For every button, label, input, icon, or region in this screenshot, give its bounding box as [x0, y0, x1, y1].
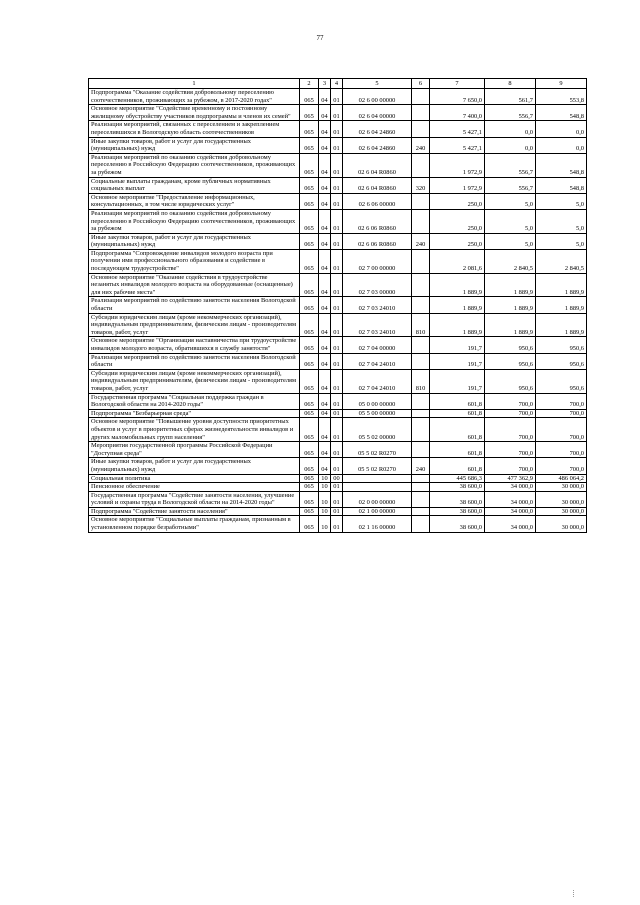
table-row: [89, 313, 587, 337]
expense-type-code: [412, 193, 430, 209]
amount-year-3: 700,0: [536, 442, 587, 458]
table-row: [89, 209, 587, 233]
table-row: [89, 458, 587, 474]
row-name: Реализация мероприятий по оказанию содействия добровольному переселению в Российскую Федерацию соотечественников, проживающих за рубежом: [89, 153, 300, 177]
ministry-code: 065: [300, 297, 319, 313]
ministry-code: 065: [300, 474, 319, 483]
table-row: [89, 491, 587, 507]
row-name: Иные закупки товаров, работ и услуг для государственных (муниципальных) нужд: [89, 458, 300, 474]
expense-type-code: [412, 105, 430, 121]
amount-year-1: 1 889,9: [430, 297, 485, 313]
amount-year-3: 5,0: [536, 233, 587, 249]
amount-year-1: 601,8: [430, 393, 485, 409]
amount-year-1: 1 889,9: [430, 273, 485, 297]
section-code: 10: [319, 474, 331, 483]
target-article-code: 05 5 00 00000: [343, 409, 412, 418]
ministry-code: 065: [300, 193, 319, 209]
amount-year-3: 553,8: [536, 89, 587, 105]
section-code: 10: [319, 491, 331, 507]
amount-year-2: 5,0: [485, 233, 536, 249]
row-name: Подпрограмма "Содействие занятости населения": [89, 507, 300, 516]
amount-year-3: 5,0: [536, 209, 587, 233]
expense-type-code: 240: [412, 233, 430, 249]
ministry-code: 065: [300, 353, 319, 369]
amount-year-3: 0,0: [536, 121, 587, 137]
amount-year-1: 5 427,1: [430, 121, 485, 137]
section-code: 04: [319, 297, 331, 313]
subsection-code: 01: [331, 313, 343, 337]
expense-type-code: 320: [412, 177, 430, 193]
subsection-code: 01: [331, 409, 343, 418]
amount-year-1: 5 427,1: [430, 137, 485, 153]
ministry-code: 065: [300, 89, 319, 105]
section-code: 04: [319, 418, 331, 442]
amount-year-1: 191,7: [430, 369, 485, 393]
amount-year-3: 1 889,9: [536, 297, 587, 313]
ministry-code: 065: [300, 233, 319, 249]
subsection-code: 01: [331, 233, 343, 249]
amount-year-2: 556,7: [485, 105, 536, 121]
amount-year-1: 601,8: [430, 418, 485, 442]
row-name: Подпрограмма "Безбарьерная среда": [89, 409, 300, 418]
amount-year-2: 34 000,0: [485, 507, 536, 516]
table-row: [89, 177, 587, 193]
scroll-marker: [573, 890, 575, 897]
subsection-code: 01: [331, 507, 343, 516]
header-col-expense-type: 6: [412, 79, 430, 89]
amount-year-3: 950,6: [536, 337, 587, 353]
subsection-code: 01: [331, 393, 343, 409]
table-row: [89, 474, 587, 483]
subsection-code: 01: [331, 442, 343, 458]
amount-year-2: 556,7: [485, 153, 536, 177]
expense-type-code: 240: [412, 137, 430, 153]
target-article-code: 02 6 06 00000: [343, 193, 412, 209]
amount-year-3: 486 064,2: [536, 474, 587, 483]
row-name: Основное мероприятие "Оказание содействия в трудоустройстве незанятых инвалидов молодого возраста на оборудованные (оснащенные) для них рабочие места": [89, 273, 300, 297]
ministry-code: 065: [300, 137, 319, 153]
amount-year-2: 34 000,0: [485, 516, 536, 532]
amount-year-2: 0,0: [485, 137, 536, 153]
row-name: Основное мероприятие "Организация наставничества при трудоустройстве инвалидов молодого возраста, обратившихся в службу занятости": [89, 337, 300, 353]
table-row: [89, 193, 587, 209]
amount-year-1: 601,8: [430, 458, 485, 474]
subsection-code: 01: [331, 273, 343, 297]
target-article-code: [343, 483, 412, 492]
table-row: [89, 121, 587, 137]
table-body: [89, 89, 587, 533]
amount-year-1: 1 889,9: [430, 313, 485, 337]
target-article-code: [343, 474, 412, 483]
header-col-year-3: 9: [536, 79, 587, 89]
ministry-code: 065: [300, 507, 319, 516]
section-code: 04: [319, 393, 331, 409]
ministry-code: 065: [300, 516, 319, 532]
expense-type-code: [412, 474, 430, 483]
target-article-code: 02 7 03 00000: [343, 273, 412, 297]
amount-year-3: 548,8: [536, 177, 587, 193]
ministry-code: 065: [300, 121, 319, 137]
amount-year-3: 30 000,0: [536, 483, 587, 492]
ministry-code: 065: [300, 209, 319, 233]
row-name: Государственная программа "Содействие занятости населения, улучшение условий и охраны труда в Вологодской области на 2014-2020 годы": [89, 491, 300, 507]
subsection-code: 01: [331, 249, 343, 273]
target-article-code: 02 6 06 R0860: [343, 233, 412, 249]
table-row: [89, 418, 587, 442]
target-article-code: 02 1 16 00000: [343, 516, 412, 532]
table-row: [89, 369, 587, 393]
amount-year-1: 38 600,0: [430, 491, 485, 507]
row-name: Мероприятия государственной программы Российской Федерации "Доступная среда": [89, 442, 300, 458]
expense-type-code: 810: [412, 369, 430, 393]
amount-year-2: 477 362,9: [485, 474, 536, 483]
section-code: 04: [319, 313, 331, 337]
expense-type-code: [412, 121, 430, 137]
header-col-year-2: 8: [485, 79, 536, 89]
amount-year-3: 0,0: [536, 137, 587, 153]
expense-type-code: [412, 273, 430, 297]
expense-type-code: 240: [412, 458, 430, 474]
table-row: [89, 516, 587, 532]
target-article-code: 05 5 02 R0270: [343, 458, 412, 474]
expense-type-code: [412, 209, 430, 233]
amount-year-3: 1 889,9: [536, 273, 587, 297]
subsection-code: 01: [331, 121, 343, 137]
amount-year-2: 950,6: [485, 353, 536, 369]
target-article-code: 02 6 00 00000: [343, 89, 412, 105]
ministry-code: 065: [300, 177, 319, 193]
subsection-code: 01: [331, 491, 343, 507]
expense-type-code: [412, 153, 430, 177]
amount-year-2: 700,0: [485, 418, 536, 442]
amount-year-2: 950,6: [485, 337, 536, 353]
expense-type-code: 810: [412, 313, 430, 337]
amount-year-3: 950,6: [536, 353, 587, 369]
budget-table: [88, 78, 587, 533]
amount-year-1: 1 972,9: [430, 153, 485, 177]
amount-year-2: 1 889,9: [485, 273, 536, 297]
section-code: 10: [319, 507, 331, 516]
amount-year-2: 556,7: [485, 177, 536, 193]
row-name: Иные закупки товаров, работ и услуг для государственных (муниципальных) нужд: [89, 233, 300, 249]
target-article-code: 02 7 04 24010: [343, 353, 412, 369]
subsection-code: 01: [331, 137, 343, 153]
table-row: [89, 89, 587, 105]
section-code: 04: [319, 369, 331, 393]
target-article-code: 02 6 04 R0860: [343, 153, 412, 177]
subsection-code: 01: [331, 105, 343, 121]
subsection-code: 01: [331, 418, 343, 442]
section-code: 04: [319, 137, 331, 153]
section-code: 10: [319, 483, 331, 492]
expense-type-code: [412, 409, 430, 418]
ministry-code: 065: [300, 337, 319, 353]
header-col-subsection: 4: [331, 79, 343, 89]
amount-year-3: 1 889,9: [536, 313, 587, 337]
subsection-code: 01: [331, 297, 343, 313]
section-code: 04: [319, 89, 331, 105]
amount-year-2: 1 889,9: [485, 297, 536, 313]
amount-year-1: 38 600,0: [430, 483, 485, 492]
section-code: 04: [319, 458, 331, 474]
table-row: [89, 409, 587, 418]
subsection-code: 01: [331, 458, 343, 474]
amount-year-2: 1 889,9: [485, 313, 536, 337]
amount-year-1: 38 600,0: [430, 516, 485, 532]
table-row: [89, 153, 587, 177]
amount-year-1: 1 972,9: [430, 177, 485, 193]
header-col-ministry: 2: [300, 79, 319, 89]
table-row: [89, 353, 587, 369]
row-name: Социальная политика: [89, 474, 300, 483]
section-code: 04: [319, 249, 331, 273]
amount-year-1: 250,0: [430, 193, 485, 209]
row-name: Реализация мероприятий, связанных с переселением и закреплением переселившихся в Вологодскую область соотечественников: [89, 121, 300, 137]
section-code: 04: [319, 105, 331, 121]
expense-type-code: [412, 393, 430, 409]
section-code: 04: [319, 153, 331, 177]
subsection-code: 01: [331, 353, 343, 369]
amount-year-3: 30 000,0: [536, 516, 587, 532]
target-article-code: 02 7 03 24010: [343, 313, 412, 337]
expense-type-code: [412, 249, 430, 273]
row-name: Реализация мероприятий по содействию занятости населения Вологодской области: [89, 353, 300, 369]
amount-year-1: 250,0: [430, 233, 485, 249]
ministry-code: 065: [300, 483, 319, 492]
amount-year-2: 2 840,5: [485, 249, 536, 273]
row-name: Подпрограмма "Оказание содействия добровольному переселению соотечественников, проживающих за рубежом, в 2017-2020 годах": [89, 89, 300, 105]
table-row: [89, 337, 587, 353]
section-code: 04: [319, 209, 331, 233]
target-article-code: 02 7 04 00000: [343, 337, 412, 353]
ministry-code: 065: [300, 153, 319, 177]
subsection-code: 01: [331, 337, 343, 353]
section-code: 04: [319, 442, 331, 458]
row-name: Подпрограмма "Сопровождение инвалидов молодого возраста при получении ими профессионального образования и содействие в последующем трудоустройстве": [89, 249, 300, 273]
section-code: 04: [319, 409, 331, 418]
target-article-code: 02 1 00 00000: [343, 507, 412, 516]
amount-year-2: 561,7: [485, 89, 536, 105]
section-code: 04: [319, 121, 331, 137]
amount-year-3: 2 840,5: [536, 249, 587, 273]
expense-type-code: [412, 297, 430, 313]
row-name: Пенсионное обеспечение: [89, 483, 300, 492]
amount-year-1: 38 600,0: [430, 507, 485, 516]
row-name: Реализация мероприятий по содействию занятости населения Вологодской области: [89, 297, 300, 313]
subsection-code: 01: [331, 153, 343, 177]
table-row: [89, 483, 587, 492]
target-article-code: 02 0 00 00000: [343, 491, 412, 507]
header-col-section: 3: [319, 79, 331, 89]
ministry-code: 065: [300, 442, 319, 458]
amount-year-3: 548,8: [536, 105, 587, 121]
target-article-code: 05 5 02 00000: [343, 418, 412, 442]
table-row: [89, 105, 587, 121]
row-name: Социальные выплаты гражданам, кроме публичных нормативных социальных выплат: [89, 177, 300, 193]
table-row: [89, 442, 587, 458]
ministry-code: 065: [300, 409, 319, 418]
row-name: Основное мероприятие "Социальные выплаты гражданам, признанным в установленном порядке безработными": [89, 516, 300, 532]
row-name: Субсидии юридическим лицам (кроме некоммерческих организаций), индивидуальным предпринимателям, физическим лицам - производителям товаров, работ, услуг: [89, 313, 300, 337]
page-number: 77: [316, 34, 324, 42]
subsection-code: 00: [331, 474, 343, 483]
row-name: Субсидии юридическим лицам (кроме некоммерческих организаций), индивидуальным предпринимателям, физическим лицам - производителям товаров, работ, услуг: [89, 369, 300, 393]
amount-year-3: 30 000,0: [536, 491, 587, 507]
subsection-code: 01: [331, 369, 343, 393]
table-row: [89, 507, 587, 516]
amount-year-1: 7 650,0: [430, 89, 485, 105]
table-row: [89, 233, 587, 249]
expense-type-code: [412, 353, 430, 369]
amount-year-1: 250,0: [430, 209, 485, 233]
amount-year-3: 700,0: [536, 393, 587, 409]
expense-type-code: [412, 491, 430, 507]
amount-year-2: 5,0: [485, 193, 536, 209]
target-article-code: 05 0 00 00000: [343, 393, 412, 409]
amount-year-2: 700,0: [485, 458, 536, 474]
amount-year-3: 700,0: [536, 418, 587, 442]
target-article-code: 02 6 04 R0860: [343, 177, 412, 193]
table-row: [89, 137, 587, 153]
ministry-code: 065: [300, 249, 319, 273]
amount-year-3: 548,8: [536, 153, 587, 177]
section-code: 04: [319, 273, 331, 297]
table-row: [89, 393, 587, 409]
header-col-target-article: 5: [343, 79, 412, 89]
ministry-code: 065: [300, 313, 319, 337]
target-article-code: 05 5 02 R0270: [343, 442, 412, 458]
amount-year-1: 445 686,3: [430, 474, 485, 483]
target-article-code: 02 6 06 R0860: [343, 209, 412, 233]
amount-year-3: 950,6: [536, 369, 587, 393]
subsection-code: 01: [331, 89, 343, 105]
amount-year-1: 191,7: [430, 337, 485, 353]
amount-year-2: 5,0: [485, 209, 536, 233]
target-article-code: 02 7 03 24010: [343, 297, 412, 313]
expense-type-code: [412, 442, 430, 458]
subsection-code: 01: [331, 193, 343, 209]
amount-year-1: 191,7: [430, 353, 485, 369]
row-name: Основное мероприятие "Предоставление информационных, консультационных, в том числе юридических услуг": [89, 193, 300, 209]
expense-type-code: [412, 89, 430, 105]
amount-year-2: 700,0: [485, 409, 536, 418]
amount-year-2: 34 000,0: [485, 491, 536, 507]
section-code: 10: [319, 516, 331, 532]
amount-year-2: 0,0: [485, 121, 536, 137]
amount-year-3: 30 000,0: [536, 507, 587, 516]
ministry-code: 065: [300, 105, 319, 121]
amount-year-2: 700,0: [485, 442, 536, 458]
table-header-row: [89, 79, 587, 89]
section-code: 04: [319, 233, 331, 249]
amount-year-3: 700,0: [536, 409, 587, 418]
subsection-code: 01: [331, 209, 343, 233]
target-article-code: 02 6 04 24860: [343, 137, 412, 153]
section-code: 04: [319, 353, 331, 369]
row-name: Государственная программа "Социальная поддержка граждан в Вологодской области на 2014-2020 годы": [89, 393, 300, 409]
target-article-code: 02 6 04 00000: [343, 105, 412, 121]
amount-year-3: 700,0: [536, 458, 587, 474]
amount-year-3: 5,0: [536, 193, 587, 209]
amount-year-1: 601,8: [430, 442, 485, 458]
ministry-code: 065: [300, 369, 319, 393]
row-name: Реализация мероприятий по оказанию содействия добровольному переселению в Российскую Федерацию соотечественников, проживающих за рубежом: [89, 209, 300, 233]
row-name: Основное мероприятие "Повышение уровня доступности приоритетных объектов и услуг в приоритетных сферах жизнедеятельности инвалидов и других маломобильных групп населения": [89, 418, 300, 442]
expense-type-code: [412, 337, 430, 353]
amount-year-1: 2 081,6: [430, 249, 485, 273]
subsection-code: 01: [331, 177, 343, 193]
ministry-code: 065: [300, 491, 319, 507]
expense-type-code: [412, 418, 430, 442]
ministry-code: 065: [300, 393, 319, 409]
amount-year-2: 34 000,0: [485, 483, 536, 492]
ministry-code: 065: [300, 273, 319, 297]
expense-type-code: [412, 483, 430, 492]
section-code: 04: [319, 177, 331, 193]
header-col-name: 1: [89, 79, 300, 89]
section-code: 04: [319, 193, 331, 209]
table-row: [89, 273, 587, 297]
target-article-code: 02 6 04 24860: [343, 121, 412, 137]
header-col-year-1: 7: [430, 79, 485, 89]
amount-year-1: 601,8: [430, 409, 485, 418]
table-row: [89, 249, 587, 273]
target-article-code: 02 7 00 00000: [343, 249, 412, 273]
amount-year-2: 700,0: [485, 393, 536, 409]
subsection-code: 01: [331, 483, 343, 492]
row-name: Основное мероприятие "Содействие временному и постоянному жилищному обустройству участников подпрограммы и членов их семей": [89, 105, 300, 121]
row-name: Иные закупки товаров, работ и услуг для государственных (муниципальных) нужд: [89, 137, 300, 153]
section-code: 04: [319, 337, 331, 353]
expense-type-code: [412, 516, 430, 532]
target-article-code: 02 7 04 24010: [343, 369, 412, 393]
subsection-code: 01: [331, 516, 343, 532]
amount-year-2: 950,6: [485, 369, 536, 393]
expense-type-code: [412, 507, 430, 516]
amount-year-1: 7 400,0: [430, 105, 485, 121]
table-row: [89, 297, 587, 313]
ministry-code: 065: [300, 458, 319, 474]
ministry-code: 065: [300, 418, 319, 442]
